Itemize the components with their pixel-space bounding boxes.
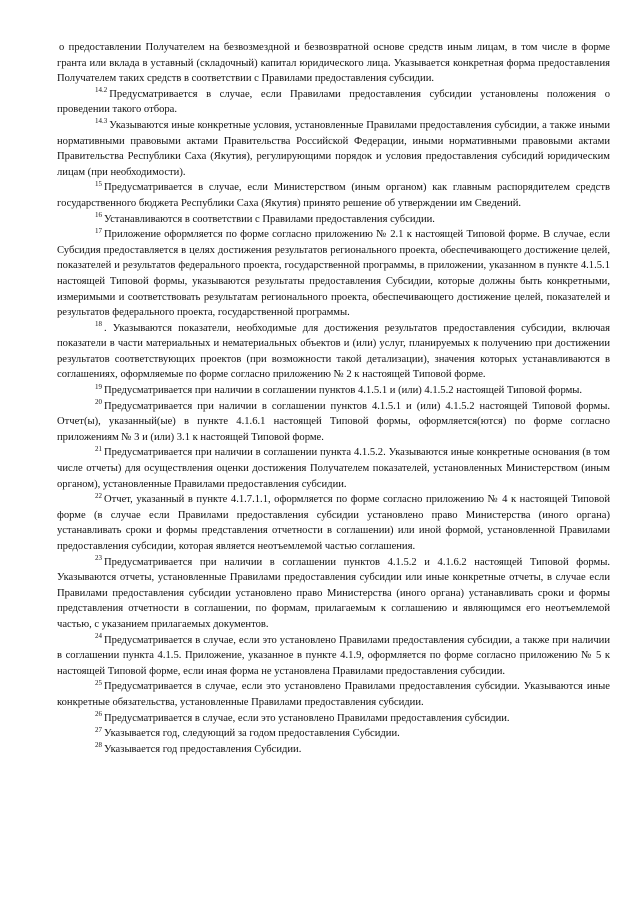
footnote-mark: 14.2 bbox=[95, 86, 108, 95]
footnote-18 bbox=[57, 321, 610, 383]
footnote-text: о предоставлении Получателем на безвозмездной и безвозвратной основе средств иным лицам, в том числе в форме гранта или вклада в уставный (складочный) капитал юридического лица. Указывается конкретная форма предоставления Получателем таких средств в соответствии с Правилами предоставления субсидии. bbox=[57, 42, 610, 85]
footnote-mark: 22 bbox=[95, 491, 102, 500]
footnote-23 bbox=[57, 555, 610, 633]
footnote-text: Предусматривается при наличии в соглашении пунктов 4.1.5.2 и 4.1.6.2 настоящей Типовой формы. Указываются отчеты, установленные Правилами предоставления субсидии или иные конкретные отчеты, в случае если Правилами предоставления субсидии установлено право Министерства (иного органа) устанавливать сроки и формы представления отчетности в соглашении, по формам, прилагаемым к соглашению и являющимся его неотъемлемой частью, с указанием прилагаемых документов. bbox=[57, 556, 610, 630]
footnote-14-3 bbox=[57, 118, 610, 180]
footnote-mark: 26 bbox=[95, 710, 102, 718]
footnote-mark: 24 bbox=[95, 632, 102, 641]
footnote-mark: 15 bbox=[95, 179, 102, 188]
footnote-text: Предусматривается при наличии в соглашении пунктов 4.1.5.1 и (или) 4.1.5.2 настоящей Типовой формы. bbox=[104, 385, 583, 397]
footnote-mark: 19 bbox=[95, 382, 102, 391]
footnote-text: Предусматривается при наличии в соглашении пункта 4.1.5.2. Указываются иные конкретные основания (в том числе отчеты) для осуществления оценки достижения Получателем показателей, установленных Министерством (иным органом), установленные Правилами предоставления субсидии. bbox=[57, 447, 610, 490]
footnote-mark: 17 bbox=[95, 226, 102, 235]
footnote-text: Предусматривается при наличии в соглашении пунктов 4.1.5.1 и (или) 4.1.5.2 настоящей Типовой формы. Отчет(ы), указанный(ые) в пункте 4.1.6.1 настоящей Типовой формы, оформляется(ются) по форме согласно приложениям № 3 и (или) 3.1 к настоящей Типовой форме. bbox=[57, 400, 610, 443]
footnote-24 bbox=[57, 633, 610, 680]
footnote-17 bbox=[57, 227, 610, 321]
footnote-26 bbox=[57, 711, 610, 727]
footnote-14-2 bbox=[57, 87, 610, 118]
footnotes-page bbox=[57, 40, 610, 757]
footnote-text: Приложение оформляется по форме согласно приложению № 2.1 к настоящей Типовой форме. В случае, если Субсидия предоставляется в целях достижения результатов регионального проекта, обеспечивающего достижение целей, показателей и результатов федерального проекта, государственной программы, в приложении, указанном в пункте 4.1.5.1 настоящей Типовой формы, указываются результаты предоставления Субсидии, которые должны быть конкретными, измеримыми и соответствовать результатам регионального проекта, обеспечивающего достижение целей, показателей и результатов федерального проекта, государственной программы. bbox=[57, 229, 610, 319]
footnote-text: Предусматривается в случае, если Правилами предоставления субсидии установлены положения о проведении такого отбора. bbox=[57, 88, 610, 116]
footnote-text: Предусматривается в случае, если это установлено Правилами предоставления субсидии, а также при наличии в соглашении пункта 4.1.5. Приложение, указанное в пункте 4.1.9, оформляется по форме согласно приложению № 5 к настоящей Типовой форме, если иная форма не установлена Правилами предоставления субсидии. bbox=[57, 634, 610, 677]
footnote-19 bbox=[57, 383, 610, 399]
footnote-text: Указываются иные конкретные условия, установленные Правилами предоставления субсидии, а также иными нормативными правовыми актами Правительства Российской Федерации, иными нормативными правовыми актами Правительства Республики Саха (Якутия), регулирующими порядок и условия предоставления субсидий юридическим лицам (при необходимости). bbox=[57, 119, 610, 178]
footnote-mark: 23 bbox=[95, 554, 102, 563]
footnote-21 bbox=[57, 445, 610, 492]
footnote-mark: 28 bbox=[95, 741, 102, 750]
footnote-mark: 18 bbox=[95, 320, 102, 329]
footnote-text: Предусматривается в случае, если Министерством (иным органом) как главным распорядителем средств государственного бюджета Республики Саха (Якутия) принято решение об утверждении им Сведений. bbox=[57, 182, 610, 209]
footnote-22 bbox=[57, 492, 610, 554]
footnote-text: Устанавливаются в соответствии с Правилами предоставления субсидии. bbox=[104, 213, 435, 225]
footnote-text: Указывается год, следующий за годом предоставления Субсидии. bbox=[104, 728, 400, 740]
footnote-continuation bbox=[57, 40, 610, 87]
footnote-mark: 16 bbox=[95, 211, 102, 219]
footnote-15 bbox=[57, 180, 610, 211]
footnote-text: Предусматривается в случае, если это установлено Правилами предоставления субсидии. Указываются иные конкретные обязательства, установленные Правилами предоставления субсидии. bbox=[57, 681, 610, 708]
footnote-text: Отчет, указанный в пункте 4.1.7.1.1, оформляется по форме согласно приложению № 4 к настоящей Типовой форме (в случае если Правилами предоставления субсидии установлено право Министерства (иного органа) устанавливать сроки и формы представления отчетности в соглашении) или иной формой, установленной Правилами предоставления субсидии, которая является неотъемлемой частью соглашения. bbox=[57, 494, 610, 552]
footnote-28 bbox=[57, 742, 610, 758]
footnote-mark: 14.3 bbox=[95, 117, 108, 126]
footnote-27 bbox=[57, 726, 610, 742]
footnote-16 bbox=[57, 212, 610, 228]
footnote-mark: 27 bbox=[95, 725, 102, 734]
footnote-mark: 21 bbox=[95, 444, 102, 453]
footnote-20 bbox=[57, 399, 610, 446]
footnote-text: Указывается год предоставления Субсидии. bbox=[104, 743, 302, 755]
footnote-mark: 25 bbox=[95, 678, 102, 687]
footnote-mark: 20 bbox=[95, 398, 102, 407]
footnote-text: Предусматривается в случае, если это установлено Правилами предоставления субсидии. bbox=[104, 712, 510, 724]
footnote-text: . Указываются показатели, необходимые для достижения результатов предоставления субсидии, включая показатели в части материальных и нематериальных объектов и (или) услуг, планируемых к получению при достижении результатов соответствующих проектов (при возможности такой детализации), значения которых устанавливаются в соглашениях, оформляемые по форме согласно приложению № 2 к настоящей Типовой форме. bbox=[57, 322, 610, 381]
footnote-25 bbox=[57, 679, 610, 710]
